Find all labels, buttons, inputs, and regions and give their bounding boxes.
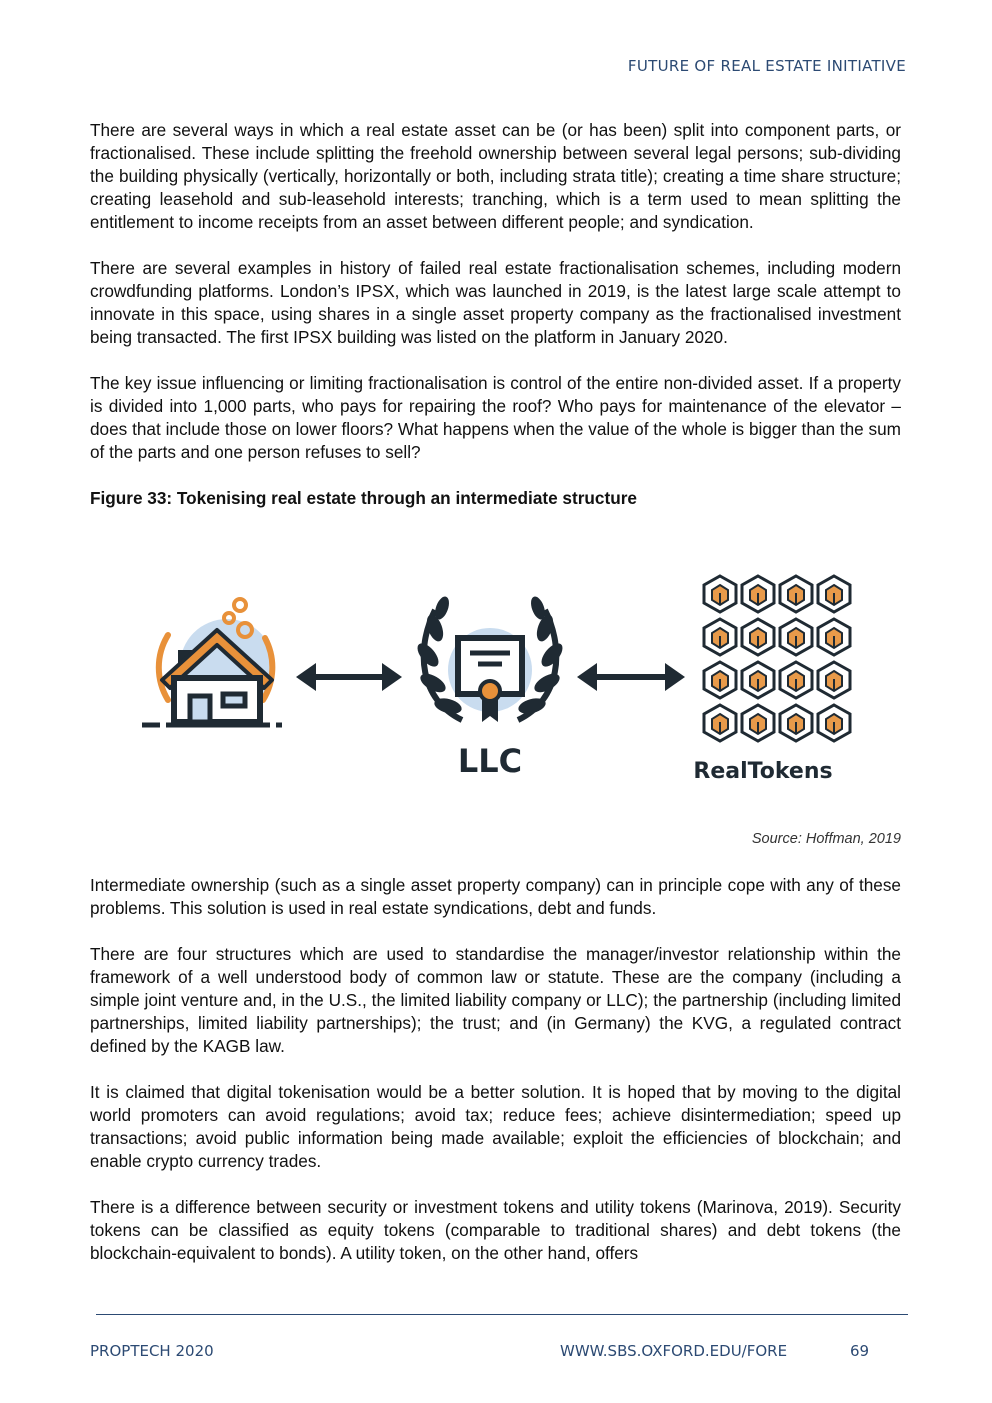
token-cube-icon: [780, 576, 812, 612]
double-arrow-icon: [577, 663, 685, 691]
figure-illustration: [90, 510, 901, 830]
paragraph-5: There are four structures which are used to standardise the manager/investor relationship within the framework of a well understood body of common law or statute. These are the company (including a simple joint venture and, in the U.S., the limited liability company or LLC); the partnership (including limited partnerships, limited liability partnerships); the trust; and (in Germany) the KVG, a regulated contract defined by the KAGB law.: [90, 944, 901, 1056]
token-cube-icon: [818, 619, 850, 655]
token-cube-icon: [742, 705, 774, 741]
llc-label: LLC: [457, 742, 523, 780]
paragraph-3: The key issue influencing or limiting fractionalisation is control of the entire non-divided asset. If a property is divided into 1,000 parts, who pays for repairing the roof? Who pays for maintenance of the elevator – does that include those on lower floors? What happens when the value of the whole is bigger than the sum of the parts and one person refuses to sell?: [90, 373, 901, 462]
page-number: 69: [850, 1342, 870, 1360]
paragraph-4: Intermediate ownership (such as a single asset property company) can in principle cope with any of these problems. This solution is used in real estate syndications, debt and funds.: [90, 875, 901, 918]
token-cube-icon: [704, 705, 736, 741]
figure-source: Source: Hoffman, 2019: [751, 831, 901, 847]
house-icon: [142, 599, 282, 725]
running-header: FUTURE OF REAL ESTATE INITIATIVE: [627, 57, 906, 75]
token-cube-icon: [742, 662, 774, 698]
footer-publication: PROPTECH 2020: [90, 1342, 214, 1360]
figure-caption: Figure 33: Tokenising real estate through an intermediate structure: [90, 488, 637, 508]
paragraph-2: There are several examples in history of failed real estate fractionalisation schemes, including modern crowdfunding platforms. London’s IPSX, which was launched in 2019, is the latest large scale attempt to innovate in this space, using shares in a single asset property company as the fractionalised investment being transacted. The first IPSX building was listed on the platform in January 2020.: [90, 258, 901, 347]
token-cube-icon: [780, 619, 812, 655]
token-cube-icon: [742, 576, 774, 612]
double-arrow-icon: [296, 663, 402, 691]
token-cube-icon: [704, 619, 736, 655]
footer-url[interactable]: WWW.SBS.OXFORD.EDU/FORE: [560, 1342, 788, 1360]
realtokens-label: RealTokens: [693, 759, 833, 784]
llc-certificate-icon: [414, 595, 567, 722]
paragraph-6: It is claimed that digital tokenisation would be a better solution. It is hoped that by moving to the digital world promoters can avoid regulations; avoid tax; reduce fees; achieve disintermediation; speed up transactions; avoid public information being made available; exploit the efficiencies of blockchain; and enable crypto currency trades.: [90, 1082, 901, 1171]
token-grid-icon: [704, 576, 850, 741]
token-cube-icon: [704, 662, 736, 698]
token-cube-icon: [742, 619, 774, 655]
footer-divider: [96, 1314, 908, 1315]
token-cube-icon: [818, 705, 850, 741]
token-cube-icon: [780, 662, 812, 698]
token-cube-icon: [818, 576, 850, 612]
token-cube-icon: [780, 705, 812, 741]
token-cube-icon: [704, 576, 736, 612]
token-cube-icon: [818, 662, 850, 698]
paragraph-1: There are several ways in which a real estate asset can be (or has been) split into component parts, or fractionalised. These include splitting the freehold ownership between several legal persons; sub-dividing the building physically (vertically, horizontally or both, including strata title); creating a time share structure; creating leasehold and sub-leasehold interests; tranching, which is a term used to mean splitting the entitlement to income receipts from an asset between different people; and syndication.: [90, 120, 901, 232]
paragraph-7: There is a difference between security or investment tokens and utility tokens (Marinova, 2019). Security tokens can be classified as equity tokens (comparable to traditional shares) and debt tokens (the blockchain-equivalent to bonds). A utility token, on the other hand, offers: [90, 1197, 901, 1263]
figure-33: [90, 510, 901, 830]
main-content: [90, 119, 901, 1288]
